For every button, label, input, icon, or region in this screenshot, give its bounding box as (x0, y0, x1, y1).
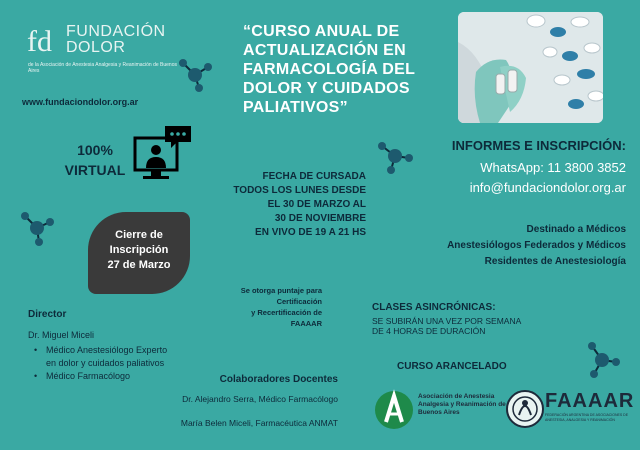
virtual-text: VIRTUAL (64, 162, 126, 178)
async-classes-block (372, 302, 622, 336)
virtual-percent: 100% (77, 142, 113, 158)
faaaar-logo-subtitle: FEDERACIÓN ARGENTINA DE ASOCIACIONES DE ANESTESIA, ANALGESIA Y REANIMACIÓN (545, 413, 629, 422)
pills-hands-illustration (458, 12, 603, 123)
paid-course-label: CURSO ARANCELADO (397, 361, 507, 372)
molecule-icon (375, 136, 415, 176)
credential-item: • Médico Anestesiólogo Experto (34, 344, 203, 357)
contact-block (440, 138, 626, 198)
async-line: SE SUBIRÁN UNA VEZ POR SEMANA (372, 316, 522, 326)
molecule-icon (582, 340, 622, 380)
course-title: “CURSO ANUAL DE ACTUALIZACIÓN EN FARMACOLOGÍA DEL DOLOR Y CUIDADOS PALIATIVOS” (243, 23, 415, 116)
logo-subtitle: de la Asociación de Anestesia Analgesia y Reanimación de Buenos Aires (28, 62, 177, 74)
contact-heading: INFORMES E INSCRIPCIÓN: (451, 138, 626, 153)
logo-name (66, 24, 166, 56)
website-link[interactable]: www.fundaciondolor.org.ar (22, 97, 139, 107)
certification-line: Certificación (276, 297, 322, 306)
certification-line: FAAAAR (290, 319, 322, 328)
collaborator-1: Dr. Alejandro Serra, Médico Farmacólogo (182, 394, 338, 404)
schedule-line: EN VIVO DE 19 A 21 HS (255, 227, 366, 238)
collaborators-heading: Colaboradores Docentes (219, 374, 338, 385)
director-name: Dr. Miguel Miceli (28, 330, 95, 340)
logo-mark-text: fd (27, 25, 52, 58)
registration-deadline-badge (88, 212, 190, 294)
fundacion-dolor-logo-icon (27, 24, 59, 58)
faaaar-logo-text: FAAAAR (545, 390, 635, 412)
schedule-line: EL 30 DE MARZO AL (267, 199, 366, 210)
async-line: DE 4 HORAS DE DURACIÓN (372, 326, 486, 336)
credential-item: • Médico Farmacólogo (34, 370, 203, 383)
aaarba-logo-text: Asociación de Anestesia Analgesia y Reanimación de Buenos Aires (418, 393, 506, 416)
molecule-icon (17, 208, 57, 248)
director-heading: Director (28, 309, 67, 320)
deadline-date: 27 de Marzo (107, 259, 171, 271)
schedule-block (232, 170, 366, 240)
online-class-icon (133, 124, 195, 184)
virtual-label (55, 140, 135, 180)
credential-continued-text: en dolor y cuidados paliativos (46, 358, 165, 368)
credential-item-continued (34, 357, 203, 370)
schedule-line: FECHA DE CURSADA (262, 171, 366, 182)
audience-line: Destinado a Médicos (526, 224, 626, 235)
whatsapp-contact[interactable]: WhatsApp: 11 3800 3852 (480, 160, 626, 175)
certification-line: Se otorga puntaje para (240, 286, 322, 295)
certification-block (205, 285, 322, 329)
logo-name-line2: DOLOR (66, 39, 126, 56)
email-contact[interactable]: info@fundaciondolor.org.ar (469, 180, 626, 195)
audience-line: Residentes de Anestesiología (484, 256, 626, 267)
collaborators-block (155, 374, 338, 429)
deadline-line: Inscripción (109, 244, 169, 256)
collaborator-2: María Belen Miceli, Farmacéutica ANMAT (180, 418, 338, 428)
async-heading: CLASES ASINCRÓNICAS: (372, 302, 496, 313)
pills-photo (458, 12, 603, 123)
director-block (28, 309, 203, 383)
audience-block (430, 222, 626, 270)
logo-name-line1: FUNDACIÓN (66, 23, 166, 40)
deadline-line: Cierre de (115, 229, 163, 241)
audience-line: Anestesiólogos Federados y Médicos (447, 240, 626, 251)
schedule-line: 30 DE NOVIEMBRE (274, 213, 366, 224)
molecule-icon (175, 55, 215, 95)
certification-line: y Recertificación de (251, 308, 322, 317)
schedule-line: TODOS LOS LUNES DESDE (233, 185, 366, 196)
